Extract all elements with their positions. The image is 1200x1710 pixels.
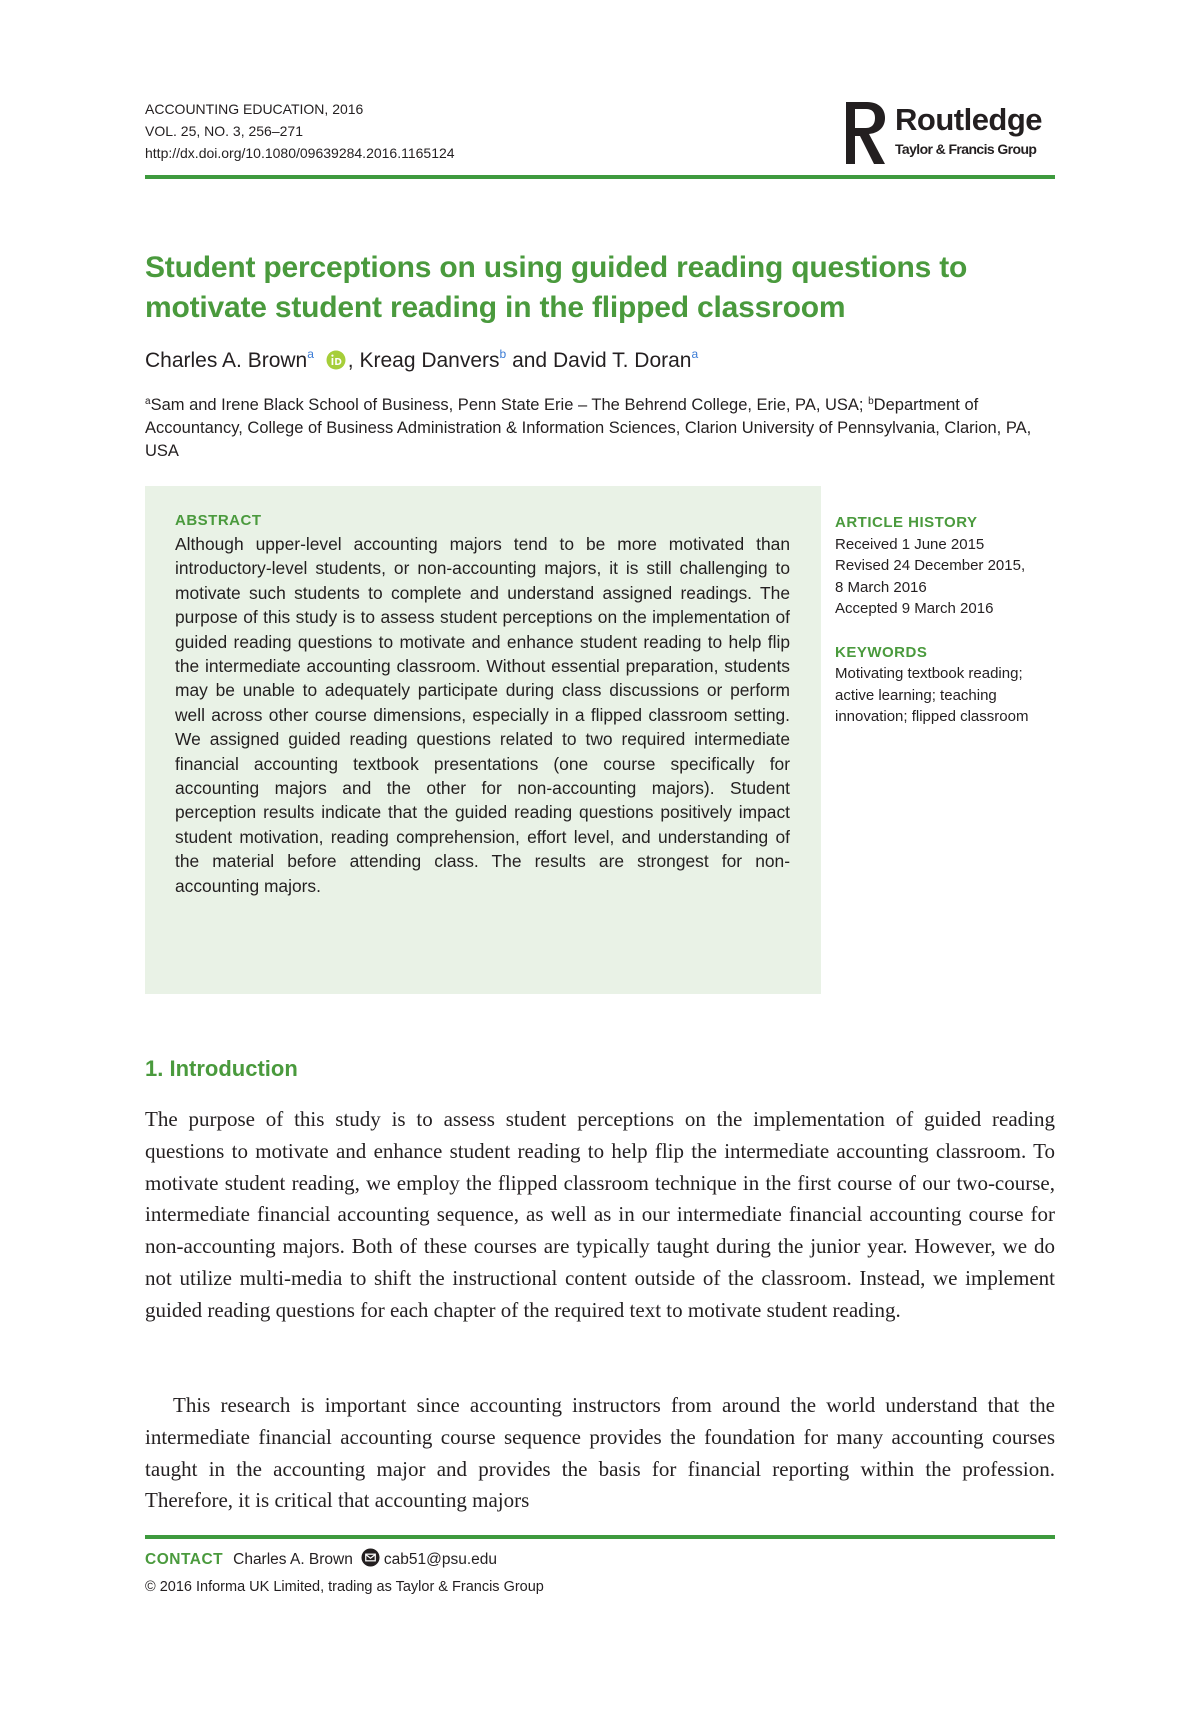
author-name[interactable]: David T. Doran: [552, 349, 692, 372]
publisher-name: Routledge: [895, 102, 1043, 137]
affiliation-b: Department of Accountancy, College of Business Administration & Information Sciences, Clarion University of Pennsylvania, Clarion, PA, USA: [145, 396, 1032, 460]
article-title: Student perceptions on using guided reading questions to motivate student reading in the flipped classroom: [145, 251, 968, 324]
author-list: [145, 340, 698, 375]
body-paragraph: The purpose of this study is to assess student perceptions on the implementation of guided reading questions to motivate and enhance student reading to help flip the intermediate accounting classroom. To motivate student reading, we employ the flipped classroom technique in the first course of our two-course, intermediate financial accounting sequence, as well as in our intermediate financial accounting course for non-accounting majors. Both of these courses are typically taught during the junior year. However, we do not utilize multi-media to shift the instructional content outside of the classroom. Instead, we implement guided reading questions for each chapter of the required text to motivate student reading.: [145, 1107, 1055, 1322]
copyright-notice: © 2016 Informa UK Limited, trading as Taylor & Francis Group: [145, 1579, 544, 1595]
page-header: [145, 98, 1055, 176]
article-sidebar: [835, 512, 1055, 728]
publisher-group: Taylor & Francis Group: [895, 141, 1037, 157]
revised-date-2: 8 March 2016: [835, 578, 927, 596]
publisher-logo: [843, 102, 1055, 164]
contact-name: Charles A. Brown: [233, 1551, 353, 1568]
affiliations: [145, 390, 1055, 463]
revised-date: Revised 24 December 2015,: [835, 557, 1026, 574]
affiliation-marker: a: [307, 347, 314, 361]
author-separator: ,: [347, 349, 354, 372]
orcid-icon[interactable]: [326, 350, 346, 370]
body-paragraph: This research is important since accounting instructors from around the world understand that the intermediate financial accounting course sequence provides the foundation for many accounting courses taught in the accounting major and provides the basis for financial reporting within the profession. Therefore, it is critical that accounting majors: [145, 1393, 1055, 1513]
header-rule: [145, 175, 1055, 179]
contact-email[interactable]: cab51@psu.edu: [383, 1551, 497, 1568]
doi-link[interactable]: http://dx.doi.org/10.1080/09639284.2016.1165124: [145, 145, 455, 161]
affiliation-marker: b: [868, 396, 874, 407]
author-name[interactable]: Kreag Danvers: [359, 349, 500, 372]
affiliation-marker: b: [499, 347, 507, 361]
article-history-heading: ARTICLE HISTORY: [835, 514, 978, 531]
contact-label: CONTACT: [145, 1551, 224, 1568]
journal-meta: [145, 98, 455, 164]
affiliation-marker: a: [691, 347, 699, 361]
section-heading-introduction: 1. Introduction: [145, 1056, 298, 1081]
sidebar-spacer: [835, 620, 1055, 642]
keywords-text: Motivating textbook reading; active learning; teaching innovation; flipped classroom: [835, 665, 1029, 725]
affiliation-marker: a: [145, 396, 151, 407]
author-name[interactable]: Charles A. Brown: [145, 349, 308, 372]
author-conjunction: and: [512, 349, 548, 372]
routledge-logo-icon: [843, 102, 887, 164]
journal-volume: VOL. 25, NO. 3, 256–271: [145, 123, 303, 139]
abstract-text: Although upper-level accounting majors tend to be more motivated than introductory-level students, or non-accounting majors, it is still challenging to motivate such students to complete and understand assigned readings. The purpose of this study is to assess student perceptions on the implementation of guided reading questions to motivate and enhance student reading to help flip the intermediate accounting classroom. Without essential preparation, students may be unable to adequately participate during class discussions or perform well across other course dimensions, especially in a flipped classroom setting. We assigned guided reading questions related to two required intermediate financial accounting textbook presentations (one course specifically for accounting majors and the other for non-accounting majors). Student perception results indicate that the guided reading questions positively impact student motivation, reading comprehension, effort level, and understanding of the material before attending class. The results are strongest for non-accounting majors.: [175, 534, 790, 896]
keywords-heading: KEYWORDS: [835, 643, 928, 661]
received-date: Received 1 June 2015: [835, 535, 985, 553]
footer-rule: [145, 1535, 1055, 1539]
affiliation-a: Sam and Irene Black School of Business, Penn State Erie – The Behrend College, Erie, PA, USA;: [150, 396, 864, 414]
accepted-date: Accepted 9 March 2016: [835, 600, 994, 617]
abstract-heading: ABSTRACT: [175, 512, 262, 529]
contact-line: [145, 1548, 497, 1572]
abstract-box: [145, 486, 821, 994]
email-icon[interactable]: [361, 1548, 380, 1567]
journal-name: ACCOUNTING EDUCATION, 2016: [145, 101, 364, 117]
